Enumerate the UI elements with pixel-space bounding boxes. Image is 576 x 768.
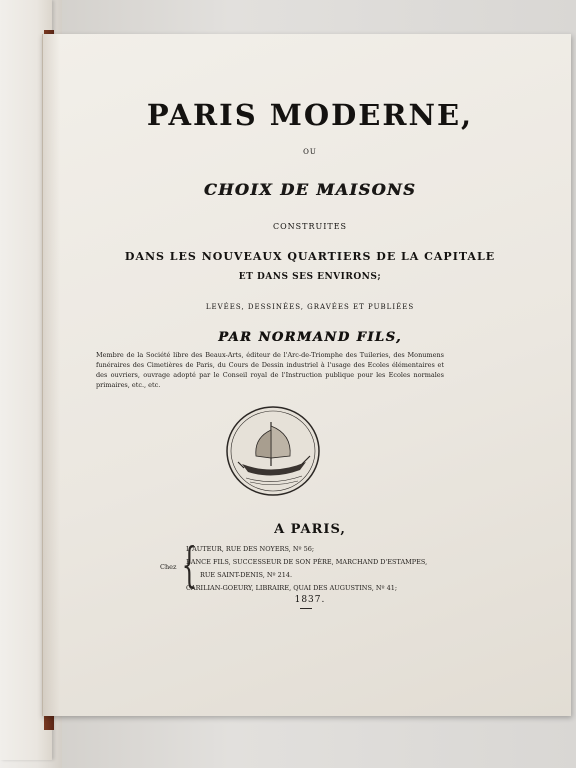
place-of-publication: A PARIS, <box>274 522 346 537</box>
divider-rule <box>300 608 312 609</box>
author-name: PAR NORMAND FILS, <box>218 330 402 345</box>
gutter-shadow <box>42 34 60 716</box>
author-credentials: Membre de la Société libre des Beaux-Arts, éditeur de l'Arc-de-Triomphe des Tuileries, des Monumens funéraires des Cimetières de Paris, du Cours de Dessin industriel à l'usage des Ecoles élémentaires et des ouvriers, ouvrage adopté par le Conseil royal de l'Instruction publique pour les Ecoles normales primaires, etc., etc. <box>96 351 444 389</box>
address-line: L'AUTEUR, RUE DES NOYERS, Nº 56; <box>186 545 315 553</box>
environs-line: ET DANS SES ENVIRONS; <box>238 272 382 282</box>
publisher-addresses <box>186 543 428 595</box>
address-line: BANCE FILS, SUCCESSEUR DE SON PÈRE, MARCHAND D'ESTAMPES, <box>186 558 428 566</box>
chez-label: Chez <box>160 563 177 571</box>
publication-year: 1837. <box>294 595 326 605</box>
address-line: CARILIAN-GOEURY, LIBRAIRE, QUAI DES AUGUSTINS, Nº 41; <box>186 584 398 592</box>
ship-medallion-icon <box>224 404 322 498</box>
quartiers-line: DANS LES NOUVEAUX QUARTIERS DE LA CAPITALE <box>124 250 496 263</box>
levees-line: LEVÉES, DESSINÉES, GRAVÉES ET PUBLIÉES <box>205 303 415 311</box>
subtitle: CHOIX DE MAISONS <box>203 180 417 199</box>
address-line: RUE SAINT-DENIS, Nº 214. <box>200 571 293 579</box>
conjunction-ou: OU <box>303 148 317 156</box>
construites-line: CONSTRUITES <box>272 222 348 231</box>
main-title: PARIS MODERNE, <box>146 98 474 132</box>
brace-glyph: { <box>181 537 197 593</box>
